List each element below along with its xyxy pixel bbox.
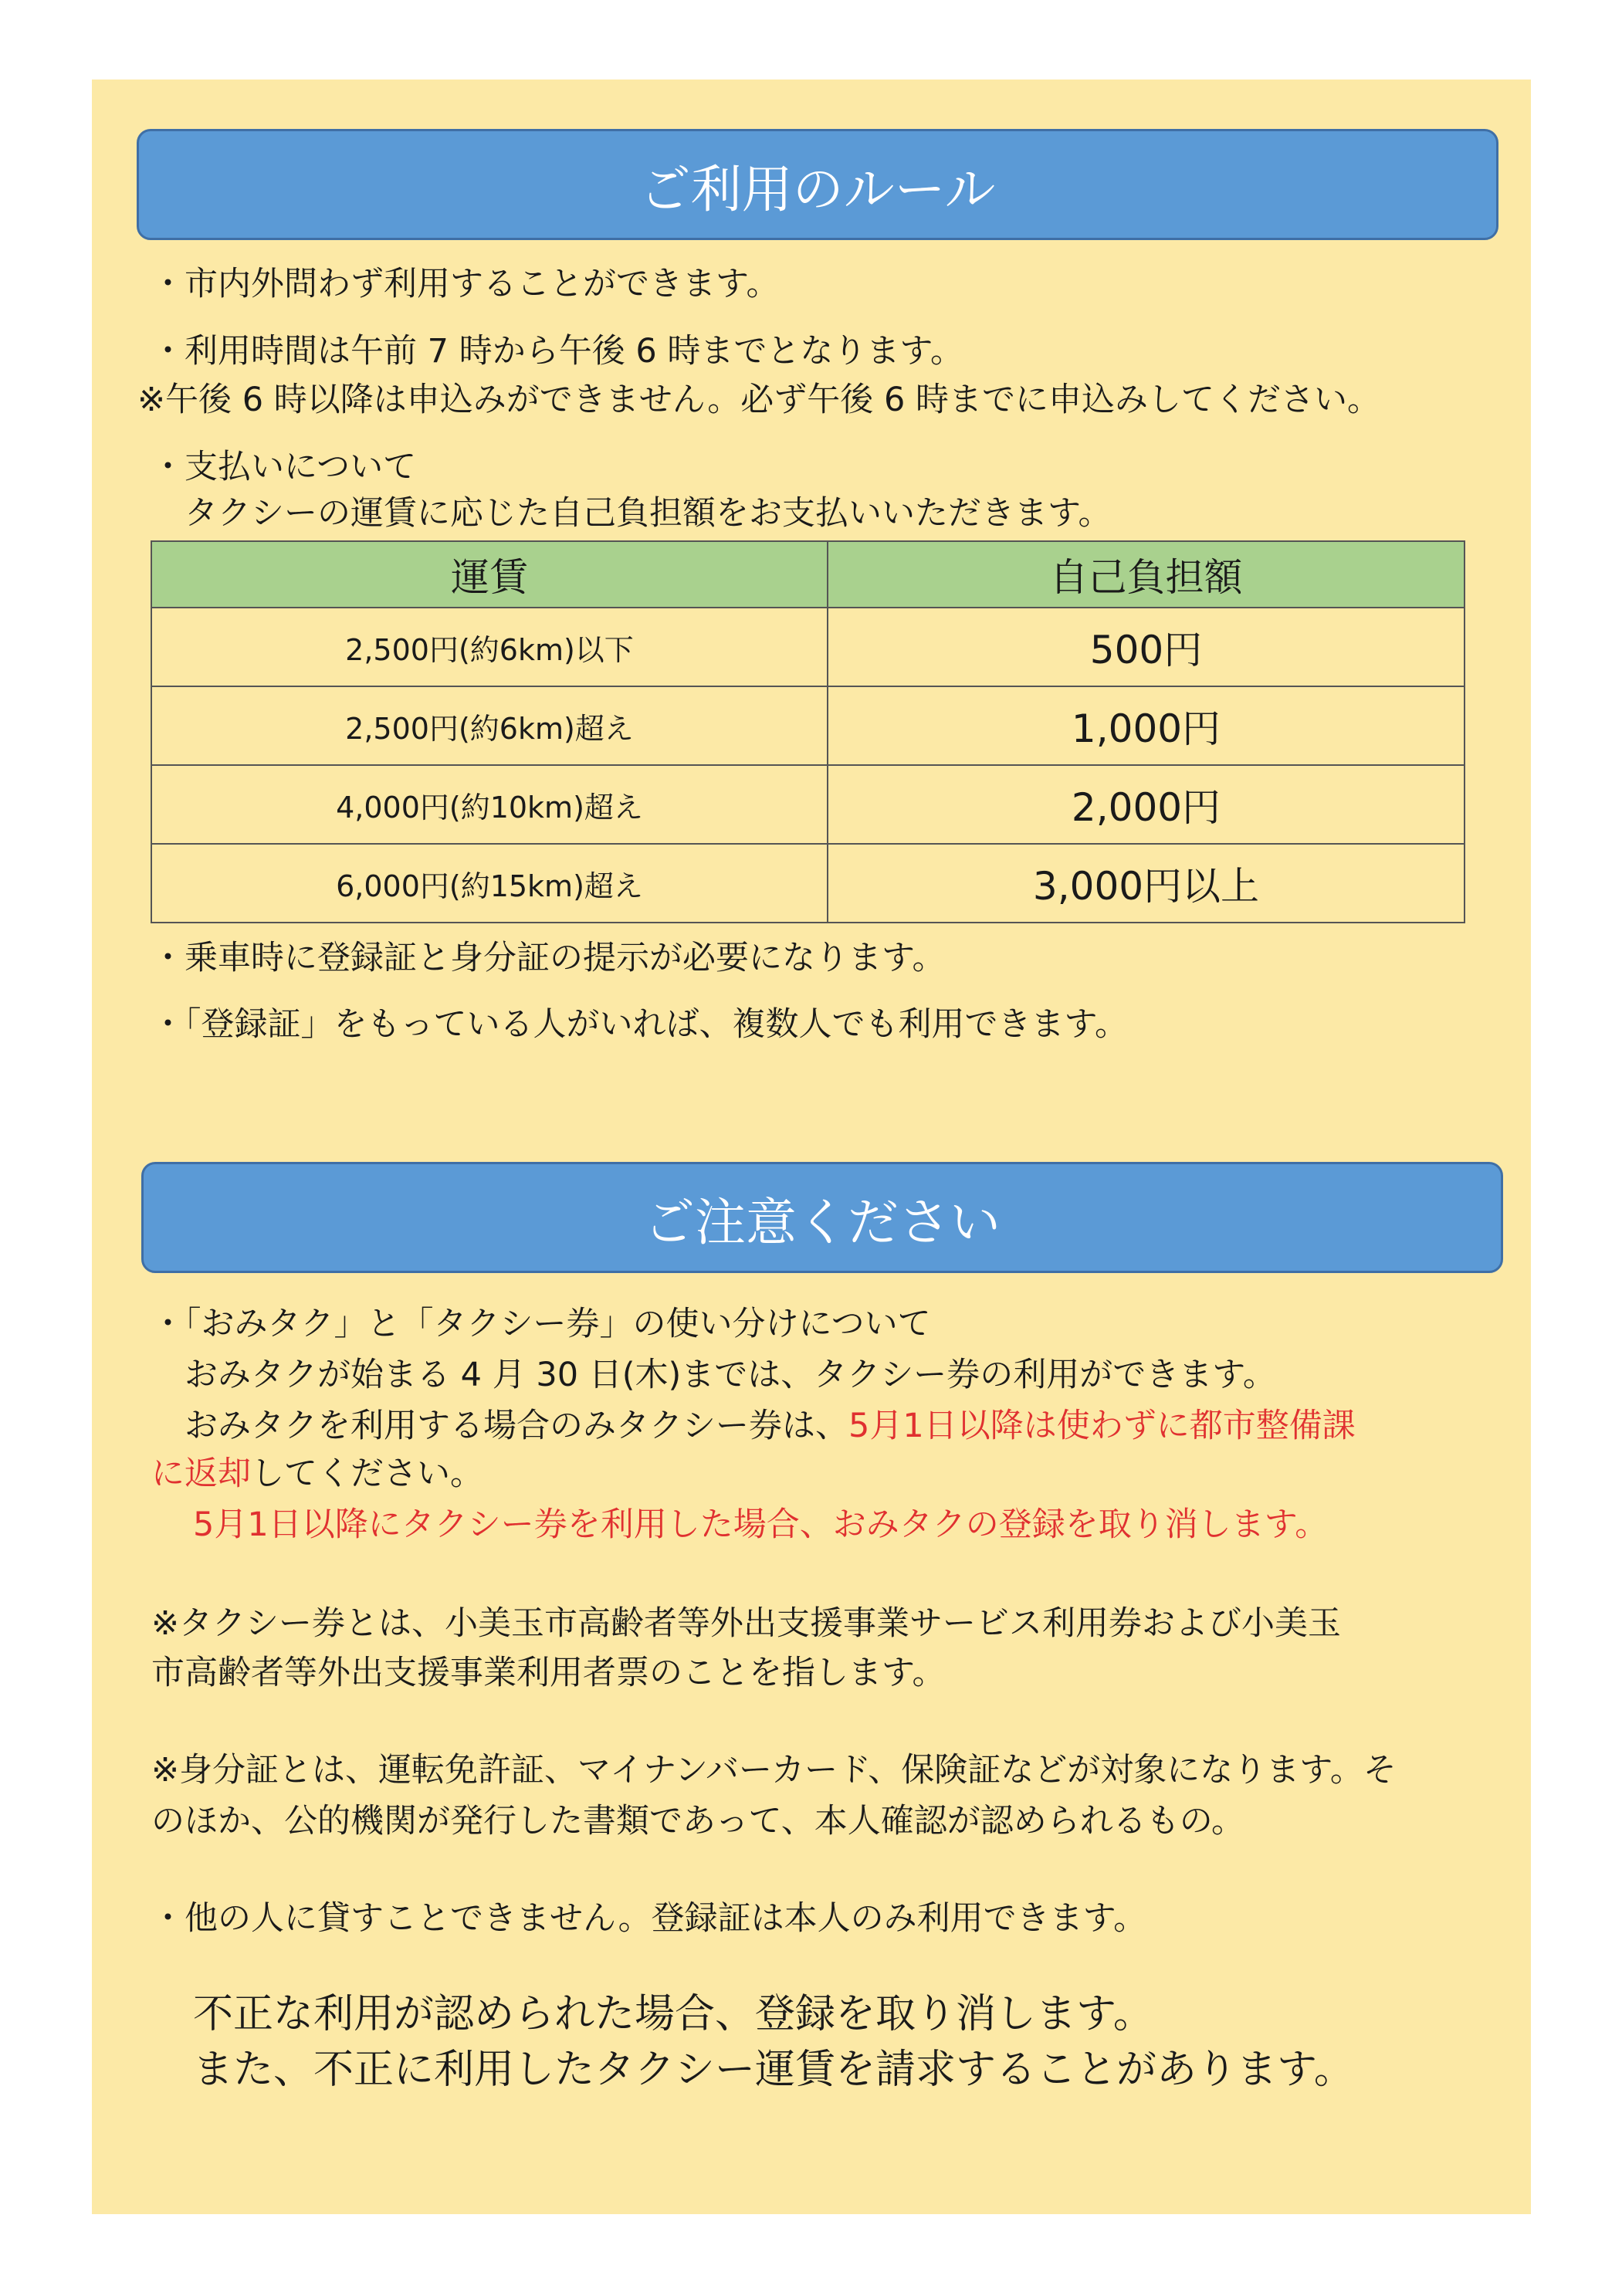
caution-line	[151, 1454, 483, 1495]
copay-cell: 1,000円	[828, 686, 1465, 765]
caution-warning-text: 5月1日以降は使わずに都市整備課	[848, 1407, 1356, 1445]
rules-heading: ご利用のルール	[137, 129, 1498, 240]
caution-line: おみタクが始まる 4 月 30 日(木)までは、タクシー券の利用ができます。	[151, 1356, 1276, 1394]
copay-cell: 2,000円	[828, 765, 1465, 844]
column-header: 運賃	[151, 541, 828, 608]
fare-cell: 6,000円(約15km)超え	[151, 844, 828, 923]
rule-note: ※午後 6 時以降は申込みができません。必ず午後 6 時までに申込みしてください。	[137, 381, 1380, 419]
caution-warning-line: 5月1日以降にタクシー券を利用した場合、おみタクの登録を取り消します。	[193, 1505, 1329, 1544]
rule-line: ・支払いについて	[151, 448, 417, 486]
caution-line: ・他の人に貸すことできません。登録証は本人のみ利用できます。	[151, 1899, 1147, 1938]
rule-line: ・市内外問わず利用することができます。	[151, 265, 780, 303]
warning-statement: 不正な利用が認められた場合、登録を取り消します。	[193, 1991, 1153, 2037]
column-header: 自己負担額	[828, 541, 1465, 608]
fare-cell: 2,500円(約6km)以下	[151, 608, 828, 686]
copay-cell: 3,000円以上	[828, 844, 1465, 923]
rule-line: タクシーの運賃に応じた自己負担額をお支払いいただきます。	[151, 494, 1112, 533]
table-row	[151, 686, 1465, 765]
caution-heading: ご注意ください	[141, 1162, 1503, 1273]
caution-warning-text: に返却	[151, 1454, 251, 1493]
fare-cell: 2,500円(約6km)超え	[151, 686, 828, 765]
rule-line: ・「登録証」をもっている人がいれば、複数人でも利用できます。	[151, 1005, 1129, 1044]
table-row	[151, 844, 1465, 923]
caution-line: ・「おみタク」と「タクシー券」の使い分けについて	[151, 1305, 931, 1343]
copay-cell: 500円	[828, 608, 1465, 686]
fare-cell: 4,000円(約10km)超え	[151, 765, 828, 844]
caution-note: ※身分証とは、運転免許証、マイナンバーカード、保険証などが対象になります。そ	[151, 1751, 1397, 1790]
rule-line: ・利用時間は午前 7 時から午後 6 時までとなります。	[151, 332, 963, 371]
table-header-row	[151, 541, 1465, 608]
caution-note: のほか、公的機関が発行した書類であって、本人確認が認められるもの。	[151, 1802, 1244, 1841]
caution-text: おみタクを利用する場合のみタクシー券は、	[151, 1407, 848, 1445]
rule-line: ・乗車時に登録証と身分証の提示が必要になります。	[151, 939, 946, 977]
caution-text: してください。	[251, 1454, 483, 1493]
fare-table	[151, 540, 1465, 923]
warning-statement: また、不正に利用したタクシー運賃を請求することがあります。	[193, 2047, 1354, 2093]
caution-line	[151, 1407, 1356, 1447]
table-row	[151, 765, 1465, 844]
table-row	[151, 608, 1465, 686]
caution-note: ※タクシー券とは、小美玉市高齢者等外出支援事業サービス利用券および小美玉	[151, 1604, 1342, 1643]
caution-note: 市高齢者等外出支援事業利用者票のことを指します。	[151, 1654, 946, 1692]
